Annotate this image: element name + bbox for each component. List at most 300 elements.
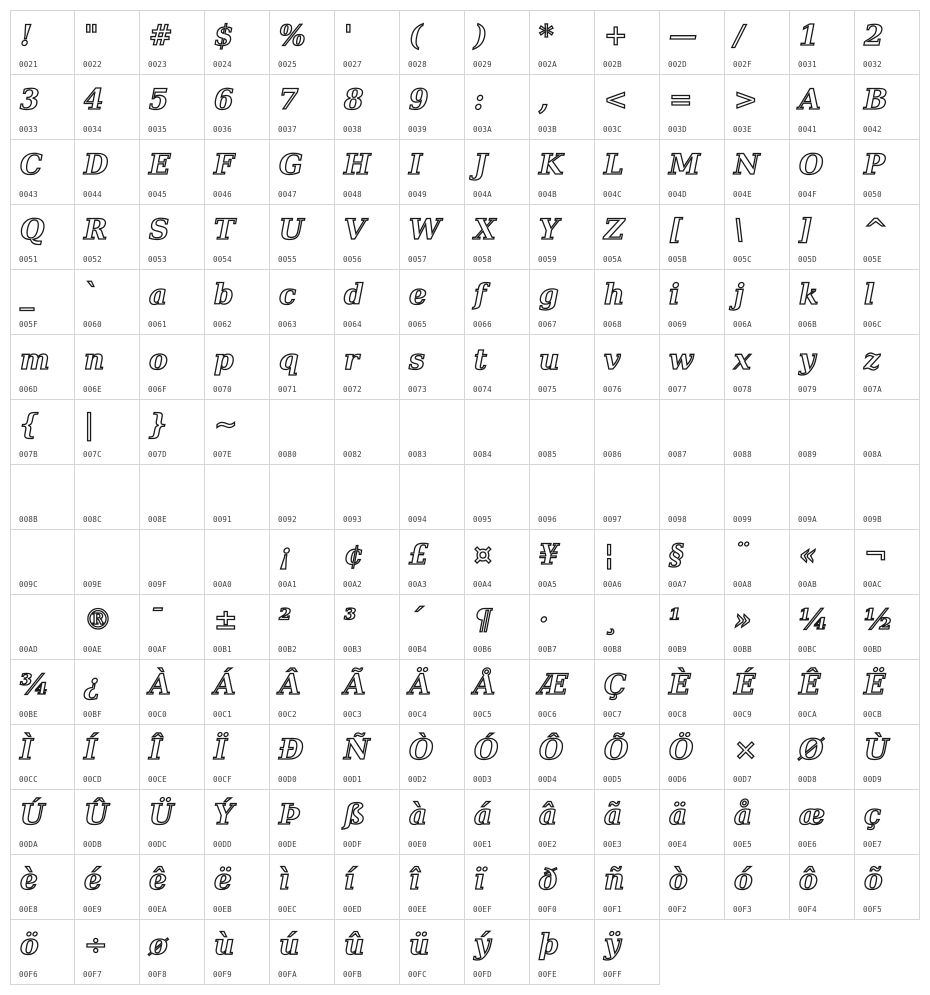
glyph-cell[interactable] <box>660 660 725 725</box>
glyph-code-label: 00A8 <box>733 580 752 589</box>
glyph-cell[interactable] <box>725 530 790 595</box>
glyph-cell[interactable] <box>270 10 335 75</box>
glyph-cell[interactable] <box>10 465 75 530</box>
glyph-cell[interactable] <box>465 465 530 530</box>
glyph-cell[interactable] <box>75 855 140 920</box>
glyph-code-label: 00BB <box>733 645 752 654</box>
glyph-cell[interactable] <box>205 10 270 75</box>
glyph-cell[interactable] <box>205 400 270 465</box>
glyph-sample: > <box>734 83 758 116</box>
glyph-code-label: 003B <box>538 125 557 134</box>
glyph-cell[interactable] <box>595 10 660 75</box>
glyph-cell[interactable] <box>725 790 790 855</box>
glyph-cell[interactable] <box>855 595 920 660</box>
glyph-cell[interactable] <box>140 270 205 335</box>
glyph-code-label: 00A6 <box>603 580 622 589</box>
glyph-cell[interactable] <box>725 660 790 725</box>
glyph-cell[interactable] <box>855 75 920 140</box>
glyph-cell[interactable] <box>335 270 400 335</box>
glyph-code-label: 005D <box>798 255 817 264</box>
glyph-cell[interactable] <box>465 920 530 985</box>
glyph-code-label: 006A <box>733 320 752 329</box>
glyph-cell[interactable] <box>75 660 140 725</box>
glyph-sample: F <box>214 148 234 181</box>
glyph-cell[interactable] <box>140 140 205 205</box>
glyph-cell[interactable] <box>335 10 400 75</box>
glyph-cell[interactable] <box>10 660 75 725</box>
glyph-cell[interactable] <box>595 725 660 790</box>
glyph-cell[interactable] <box>400 790 465 855</box>
glyph-cell[interactable] <box>270 530 335 595</box>
glyph-cell[interactable] <box>140 855 205 920</box>
glyph-cell[interactable] <box>205 855 270 920</box>
glyph-cell[interactable] <box>595 400 660 465</box>
glyph-cell[interactable] <box>530 920 595 985</box>
glyph-code-label: 00E5 <box>733 840 752 849</box>
glyph-code-label: 0071 <box>278 385 297 394</box>
glyph-cell[interactable] <box>270 595 335 660</box>
glyph-cell[interactable] <box>530 205 595 270</box>
glyph-cell[interactable] <box>465 335 530 400</box>
glyph-cell[interactable] <box>855 10 920 75</box>
glyph-code-label: 00A3 <box>408 580 427 589</box>
glyph-cell[interactable] <box>530 75 595 140</box>
glyph-cell[interactable] <box>335 725 400 790</box>
glyph-cell[interactable] <box>790 335 855 400</box>
glyph-cell[interactable] <box>790 725 855 790</box>
glyph-cell[interactable] <box>75 920 140 985</box>
glyph-cell[interactable] <box>400 530 465 595</box>
glyph-cell[interactable] <box>400 920 465 985</box>
glyph-code-label: 009C <box>19 580 38 589</box>
glyph-cell[interactable] <box>725 725 790 790</box>
glyph-cell[interactable] <box>75 725 140 790</box>
glyph-cell[interactable] <box>790 75 855 140</box>
glyph-cell[interactable] <box>270 400 335 465</box>
glyph-cell[interactable] <box>335 140 400 205</box>
glyph-cell[interactable] <box>400 465 465 530</box>
glyph-cell[interactable] <box>595 270 660 335</box>
glyph-cell[interactable] <box>75 400 140 465</box>
glyph-code-label: 00C4 <box>408 710 427 719</box>
glyph-sample: ¢ <box>344 538 364 571</box>
glyph-cell[interactable] <box>855 140 920 205</box>
glyph-cell[interactable] <box>10 725 75 790</box>
glyph-cell[interactable] <box>400 140 465 205</box>
glyph-cell[interactable] <box>725 595 790 660</box>
glyph-cell[interactable] <box>10 530 75 595</box>
glyph-code-label: 0037 <box>278 125 297 134</box>
glyph-sample: û <box>344 928 365 961</box>
glyph-cell[interactable] <box>530 140 595 205</box>
glyph-cell[interactable] <box>75 270 140 335</box>
glyph-sample: ´ <box>409 603 423 636</box>
glyph-cell[interactable] <box>855 400 920 465</box>
glyph-cell[interactable] <box>270 855 335 920</box>
glyph-cell[interactable] <box>660 75 725 140</box>
glyph-cell[interactable] <box>855 725 920 790</box>
glyph-cell[interactable] <box>855 855 920 920</box>
glyph-code-label: 003A <box>473 125 492 134</box>
glyph-cell[interactable] <box>140 10 205 75</box>
glyph-cell[interactable] <box>855 790 920 855</box>
glyph-cell[interactable] <box>140 75 205 140</box>
glyph-sample: _ <box>20 278 34 311</box>
glyph-code-label: 0099 <box>733 515 752 524</box>
glyph-cell[interactable] <box>725 205 790 270</box>
glyph-cell[interactable] <box>595 855 660 920</box>
glyph-cell[interactable] <box>10 790 75 855</box>
glyph-cell[interactable] <box>725 140 790 205</box>
glyph-cell[interactable] <box>205 205 270 270</box>
glyph-code-label: 00A4 <box>473 580 492 589</box>
glyph-code-label: 00CD <box>83 775 102 784</box>
glyph-cell[interactable] <box>270 205 335 270</box>
glyph-cell[interactable] <box>140 400 205 465</box>
glyph-cell[interactable] <box>205 335 270 400</box>
glyph-cell[interactable] <box>790 465 855 530</box>
glyph-cell[interactable] <box>595 920 660 985</box>
glyph-cell[interactable] <box>270 335 335 400</box>
glyph-sample: Ö <box>669 733 694 766</box>
glyph-cell[interactable] <box>790 400 855 465</box>
glyph-cell[interactable] <box>400 205 465 270</box>
glyph-cell[interactable] <box>530 270 595 335</box>
glyph-cell[interactable] <box>140 920 205 985</box>
glyph-cell[interactable] <box>400 10 465 75</box>
glyph-cell[interactable] <box>205 530 270 595</box>
glyph-cell[interactable] <box>855 335 920 400</box>
glyph-cell[interactable] <box>400 400 465 465</box>
glyph-cell[interactable] <box>790 205 855 270</box>
glyph-code-label: 00AF <box>148 645 167 654</box>
glyph-code-label: 00FE <box>538 970 557 979</box>
glyph-cell[interactable] <box>270 790 335 855</box>
glyph-code-label: 00EF <box>473 905 492 914</box>
glyph-cell[interactable] <box>400 335 465 400</box>
glyph-cell[interactable] <box>10 335 75 400</box>
glyph-cell[interactable] <box>530 855 595 920</box>
glyph-cell[interactable] <box>75 465 140 530</box>
glyph-code-label: 00CC <box>19 775 38 784</box>
glyph-cell[interactable] <box>595 660 660 725</box>
glyph-code-label: 0079 <box>798 385 817 394</box>
glyph-cell[interactable] <box>465 530 530 595</box>
glyph-cell[interactable] <box>335 595 400 660</box>
glyph-sample: × <box>734 733 758 766</box>
glyph-cell[interactable] <box>660 530 725 595</box>
glyph-code-label: 0070 <box>213 385 232 394</box>
glyph-sample: + <box>604 19 628 52</box>
glyph-sample: u <box>539 343 560 376</box>
glyph-cell[interactable] <box>660 270 725 335</box>
glyph-cell[interactable] <box>270 140 335 205</box>
glyph-cell[interactable] <box>465 205 530 270</box>
glyph-cell[interactable] <box>660 465 725 530</box>
glyph-code-label: 008A <box>863 450 882 459</box>
glyph-sample: M <box>669 148 700 181</box>
glyph-code-label: 0077 <box>668 385 687 394</box>
glyph-cell[interactable] <box>335 465 400 530</box>
glyph-cell[interactable] <box>790 855 855 920</box>
glyph-cell[interactable] <box>75 140 140 205</box>
glyph-cell[interactable] <box>10 920 75 985</box>
glyph-cell[interactable] <box>400 270 465 335</box>
glyph-code-label: 0024 <box>213 60 232 69</box>
glyph-code-label: 0098 <box>668 515 687 524</box>
glyph-cell[interactable] <box>75 595 140 660</box>
glyph-cell[interactable] <box>75 530 140 595</box>
glyph-sample: $ <box>214 19 234 52</box>
glyph-cell[interactable] <box>75 790 140 855</box>
glyph-cell[interactable] <box>335 855 400 920</box>
glyph-cell[interactable] <box>465 660 530 725</box>
glyph-cell[interactable] <box>270 725 335 790</box>
glyph-cell[interactable] <box>270 75 335 140</box>
glyph-sample: S <box>149 213 170 246</box>
glyph-sample: Õ <box>604 733 629 766</box>
glyph-cell[interactable] <box>530 530 595 595</box>
glyph-cell[interactable] <box>595 335 660 400</box>
glyph-cell[interactable] <box>465 400 530 465</box>
glyph-cell[interactable] <box>10 10 75 75</box>
glyph-cell[interactable] <box>335 335 400 400</box>
glyph-cell[interactable] <box>725 400 790 465</box>
glyph-sample: < <box>604 83 628 116</box>
glyph-code-label: 00BF <box>83 710 102 719</box>
glyph-cell[interactable] <box>140 660 205 725</box>
glyph-sample: â <box>539 798 558 831</box>
glyph-cell[interactable] <box>335 205 400 270</box>
glyph-cell[interactable] <box>75 10 140 75</box>
glyph-sample: 4 <box>84 83 104 116</box>
glyph-cell[interactable] <box>595 140 660 205</box>
glyph-cell[interactable] <box>530 400 595 465</box>
glyph-cell[interactable] <box>10 270 75 335</box>
glyph-cell[interactable] <box>10 855 75 920</box>
glyph-cell[interactable] <box>465 75 530 140</box>
glyph-cell[interactable] <box>205 140 270 205</box>
glyph-cell[interactable] <box>400 660 465 725</box>
glyph-cell[interactable] <box>660 595 725 660</box>
glyph-cell[interactable] <box>790 140 855 205</box>
glyph-cell[interactable] <box>140 205 205 270</box>
glyph-cell[interactable] <box>270 660 335 725</box>
glyph-cell[interactable] <box>205 595 270 660</box>
glyph-sample: b <box>214 278 234 311</box>
glyph-cell[interactable] <box>790 660 855 725</box>
glyph-cell[interactable] <box>790 790 855 855</box>
glyph-code-label: 00D4 <box>538 775 557 784</box>
glyph-cell[interactable] <box>595 530 660 595</box>
glyph-cell[interactable] <box>595 465 660 530</box>
glyph-sample: á <box>474 798 493 831</box>
glyph-cell[interactable] <box>530 790 595 855</box>
glyph-cell[interactable] <box>530 335 595 400</box>
glyph-cell[interactable] <box>725 270 790 335</box>
glyph-code-label: 0022 <box>83 60 102 69</box>
glyph-cell[interactable] <box>660 140 725 205</box>
glyph-sample: Ð <box>279 733 304 766</box>
glyph-cell[interactable] <box>140 530 205 595</box>
glyph-code-label: 00A0 <box>213 580 232 589</box>
glyph-cell[interactable] <box>140 595 205 660</box>
glyph-cell[interactable] <box>335 400 400 465</box>
glyph-cell[interactable] <box>270 270 335 335</box>
glyph-cell[interactable] <box>855 660 920 725</box>
glyph-cell[interactable] <box>270 465 335 530</box>
glyph-code-label: 0029 <box>473 60 492 69</box>
glyph-cell[interactable] <box>465 725 530 790</box>
glyph-cell[interactable] <box>660 855 725 920</box>
glyph-cell[interactable] <box>855 530 920 595</box>
glyph-sample: ÷ <box>84 928 108 961</box>
glyph-cell[interactable] <box>400 75 465 140</box>
glyph-cell[interactable] <box>270 920 335 985</box>
glyph-cell[interactable] <box>595 205 660 270</box>
glyph-cell[interactable] <box>205 790 270 855</box>
glyph-sample: Ë <box>864 668 886 701</box>
glyph-code-label: 0056 <box>343 255 362 264</box>
glyph-code-label: 0041 <box>798 125 817 134</box>
glyph-sample: O <box>799 148 824 181</box>
glyph-cell[interactable] <box>465 270 530 335</box>
glyph-cell[interactable] <box>790 530 855 595</box>
glyph-code-label: 0036 <box>213 125 232 134</box>
glyph-cell[interactable] <box>10 205 75 270</box>
glyph-cell[interactable] <box>660 335 725 400</box>
glyph-code-label: 0044 <box>83 190 102 199</box>
glyph-cell[interactable] <box>660 790 725 855</box>
glyph-cell[interactable] <box>10 595 75 660</box>
glyph-code-label: 005B <box>668 255 687 264</box>
glyph-sample: g <box>539 278 559 311</box>
glyph-sample: Û <box>84 798 109 831</box>
glyph-cell[interactable] <box>75 335 140 400</box>
glyph-sample: | <box>84 408 95 441</box>
glyph-sample: þ <box>539 928 559 961</box>
glyph-cell[interactable] <box>790 595 855 660</box>
glyph-code-label: 0050 <box>863 190 882 199</box>
glyph-code-label: 00D2 <box>408 775 427 784</box>
glyph-sample: Î <box>149 733 163 766</box>
glyph-code-label: 00DF <box>343 840 362 849</box>
glyph-cell[interactable] <box>400 855 465 920</box>
glyph-sample: 8 <box>344 83 364 116</box>
glyph-cell[interactable] <box>595 790 660 855</box>
glyph-cell[interactable] <box>530 660 595 725</box>
glyph-code-label: 0045 <box>148 190 167 199</box>
glyph-cell[interactable] <box>530 725 595 790</box>
glyph-cell[interactable] <box>660 400 725 465</box>
glyph-code-label: 0032 <box>863 60 882 69</box>
glyph-code-label: 004C <box>603 190 622 199</box>
glyph-sample: H <box>344 148 371 181</box>
glyph-cell[interactable] <box>725 75 790 140</box>
glyph-code-label: 0031 <box>798 60 817 69</box>
glyph-sample: ) <box>474 19 488 52</box>
glyph-code-label: 008C <box>83 515 102 524</box>
glyph-cell[interactable] <box>400 595 465 660</box>
glyph-cell[interactable] <box>660 205 725 270</box>
glyph-cell[interactable] <box>10 400 75 465</box>
glyph-cell[interactable] <box>725 855 790 920</box>
glyph-sample: à <box>409 798 428 831</box>
glyph-cell[interactable] <box>140 725 205 790</box>
glyph-sample: o <box>149 343 168 376</box>
glyph-cell[interactable] <box>725 10 790 75</box>
glyph-cell[interactable] <box>140 335 205 400</box>
glyph-sample: ² <box>279 603 292 636</box>
glyph-cell[interactable] <box>75 205 140 270</box>
glyph-cell[interactable] <box>465 140 530 205</box>
glyph-cell[interactable] <box>335 75 400 140</box>
glyph-cell[interactable] <box>855 270 920 335</box>
glyph-code-label: 00FC <box>408 970 427 979</box>
glyph-cell[interactable] <box>725 335 790 400</box>
glyph-cell[interactable] <box>335 660 400 725</box>
glyph-sample: t <box>474 343 487 376</box>
glyph-cell[interactable] <box>140 465 205 530</box>
glyph-cell[interactable] <box>855 205 920 270</box>
glyph-cell[interactable] <box>205 270 270 335</box>
glyph-cell[interactable] <box>10 140 75 205</box>
glyph-cell[interactable] <box>335 530 400 595</box>
glyph-sample: Ò <box>409 733 434 766</box>
glyph-cell[interactable] <box>205 465 270 530</box>
glyph-cell[interactable] <box>465 595 530 660</box>
glyph-sample: 5 <box>149 83 169 116</box>
glyph-cell[interactable] <box>10 75 75 140</box>
glyph-sample: , <box>539 83 549 116</box>
glyph-cell[interactable] <box>660 725 725 790</box>
glyph-sample: ¨ <box>734 538 748 571</box>
glyph-cell[interactable] <box>400 725 465 790</box>
glyph-cell[interactable] <box>335 920 400 985</box>
glyph-cell[interactable] <box>855 465 920 530</box>
glyph-cell[interactable] <box>530 595 595 660</box>
glyph-sample: / <box>734 19 745 52</box>
glyph-cell[interactable] <box>465 855 530 920</box>
glyph-cell[interactable] <box>660 10 725 75</box>
glyph-cell[interactable] <box>465 10 530 75</box>
glyph-cell[interactable] <box>790 270 855 335</box>
glyph-cell[interactable] <box>790 10 855 75</box>
glyph-code-label: 0074 <box>473 385 492 394</box>
glyph-sample: ¯ <box>149 603 163 636</box>
glyph-cell[interactable] <box>205 920 270 985</box>
glyph-cell[interactable] <box>335 790 400 855</box>
glyph-cell[interactable] <box>595 75 660 140</box>
glyph-cell[interactable] <box>530 465 595 530</box>
glyph-cell[interactable] <box>725 465 790 530</box>
glyph-cell[interactable] <box>205 75 270 140</box>
glyph-sample: è <box>20 863 38 896</box>
glyph-cell[interactable] <box>205 725 270 790</box>
glyph-cell[interactable] <box>530 10 595 75</box>
glyph-cell[interactable] <box>465 790 530 855</box>
glyph-code-label: 0084 <box>473 450 492 459</box>
glyph-cell[interactable] <box>75 75 140 140</box>
glyph-sample: A <box>799 83 821 116</box>
glyph-code-label: 00F7 <box>83 970 102 979</box>
glyph-cell[interactable] <box>595 595 660 660</box>
glyph-cell[interactable] <box>205 660 270 725</box>
glyph-code-label: 00FD <box>473 970 492 979</box>
glyph-code-label: 0097 <box>603 515 622 524</box>
glyph-code-label: 00B7 <box>538 645 557 654</box>
glyph-cell[interactable] <box>140 790 205 855</box>
